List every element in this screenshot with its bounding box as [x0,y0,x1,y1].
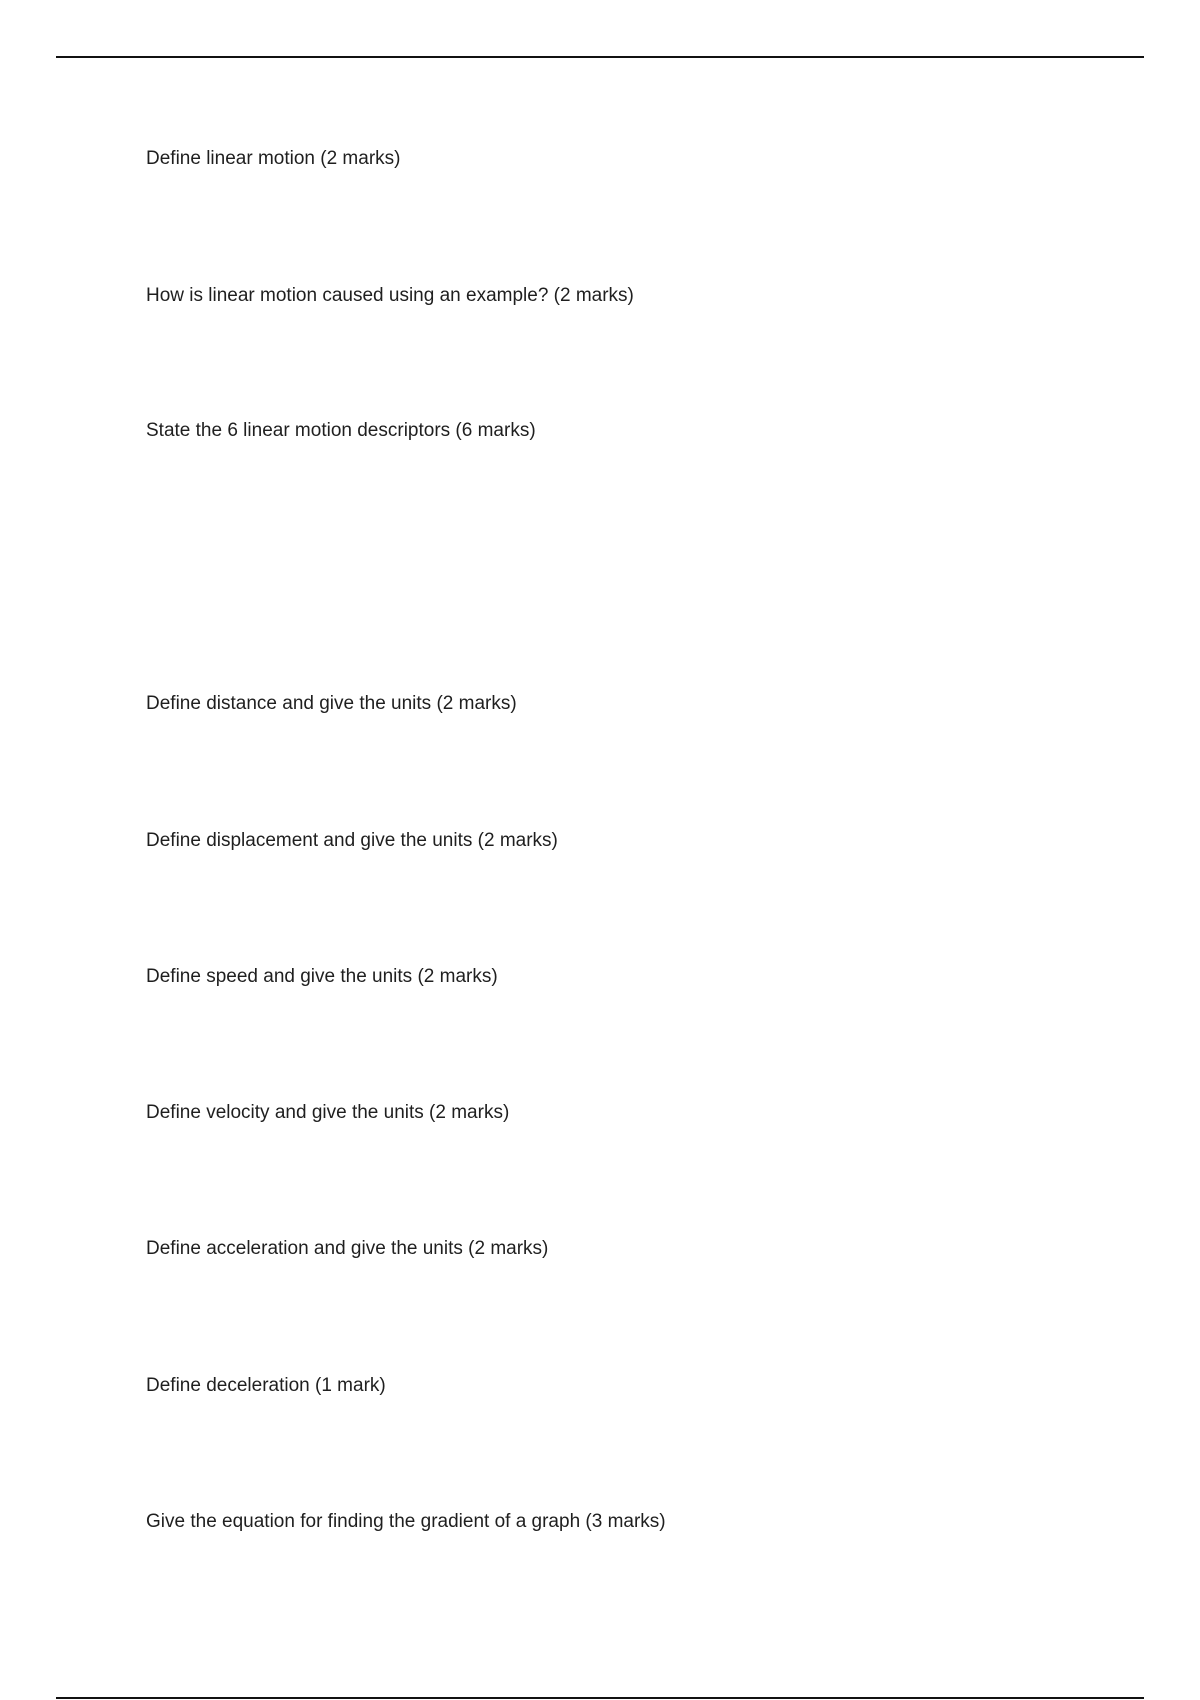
question-linear-motion: Define linear motion (2 marks) [146,148,401,169]
footer-rule [56,1697,1144,1699]
question-distance: Define distance and give the units (2 marks) [146,693,517,714]
question-deceleration: Define deceleration (1 mark) [146,1375,386,1396]
question-gradient-equation: Give the equation for finding the gradient of a graph (3 marks) [146,1511,666,1532]
question-acceleration: Define acceleration and give the units (2 marks) [146,1238,549,1259]
question-speed: Define speed and give the units (2 marks) [146,966,498,987]
question-displacement: Define displacement and give the units (2 marks) [146,830,558,851]
question-motion-descriptors: State the 6 linear motion descriptors (6 marks) [146,420,536,441]
question-linear-motion-cause: How is linear motion caused using an example? (2 marks) [146,285,634,306]
question-velocity: Define velocity and give the units (2 marks) [146,1102,510,1123]
header-rule [56,56,1144,58]
